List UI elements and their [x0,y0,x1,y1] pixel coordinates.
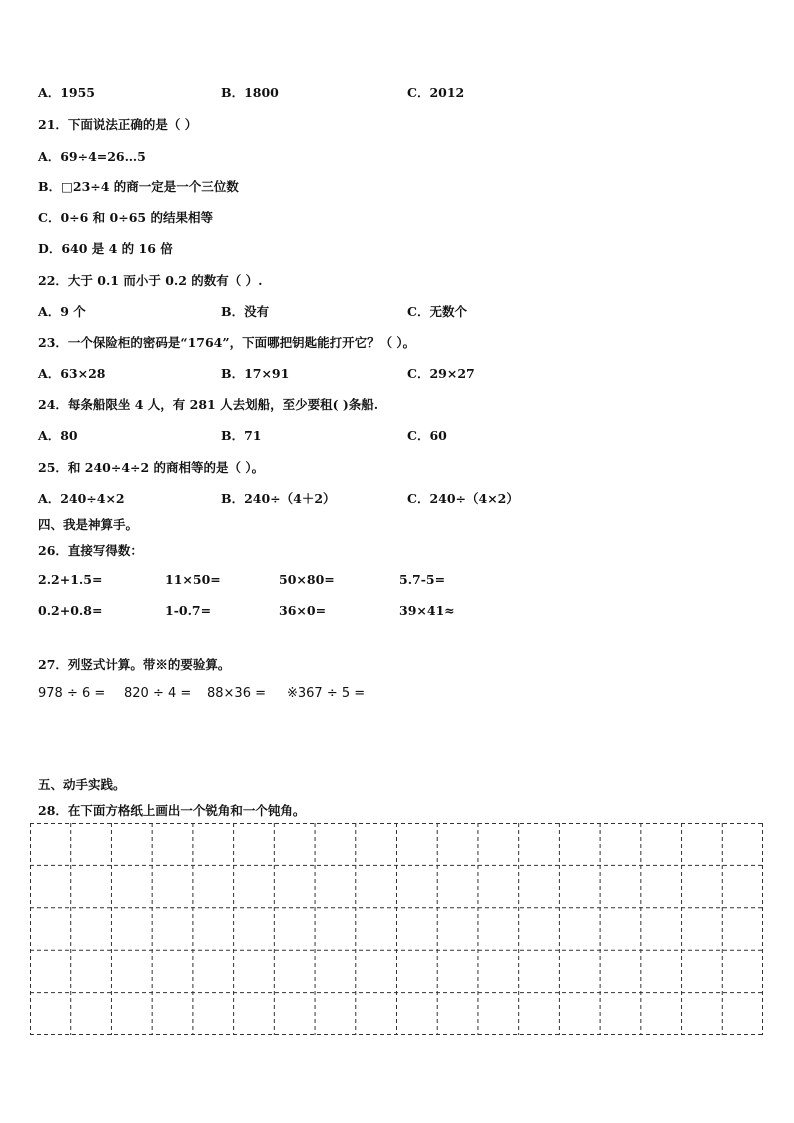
q24-option-b: B．71 [221,428,262,443]
grid-paper [30,823,763,1035]
q24-options [38,426,738,444]
q25-option-c: C．240÷（4×2） [407,491,519,506]
question-27: 27．列竖式计算。带※的要验算。 [38,657,231,672]
q27-item: ※367 ÷ 5 = [287,686,366,701]
option-a: A．1955 [38,85,95,100]
q23-option-b: B．17×91 [221,366,290,381]
section-5-heading: 五、动手实践。 [38,777,126,792]
section-4-heading: 四、我是神算手。 [38,517,139,532]
q25-options [38,489,738,507]
question-21: 21．下面说法正确的是（ ） [38,117,198,132]
question-26: 26．直接写得数： [38,543,143,558]
q26-item: 1-0.7= [165,603,212,618]
option-b: B．1800 [221,85,279,100]
q26-item: 0.2+0.8= [38,603,103,618]
q21-option-b: B．□23÷4 的商一定是一个三位数 [38,179,239,194]
q27-items [38,686,738,706]
q26-item: 39×41≈ [399,603,455,618]
question-24: 24．每条船限坐 4 人，有 281 人去划船，至少要租( )条船. [38,397,379,412]
q25-option-a: A．240÷4×2 [38,491,125,506]
q27-item: 978 ÷ 6 = [38,686,106,701]
q24-option-c: C．60 [407,428,447,443]
q22-option-c: C．无数个 [407,304,467,319]
q26-row-2 [38,603,738,621]
q27-item: 88×36 = [207,686,267,701]
q23-options [38,364,738,382]
q26-item: 2.2+1.5= [38,572,103,587]
q26-item: 11×50= [165,572,221,587]
q26-item: 5.7-5= [399,572,446,587]
question-25: 25．和 240÷4÷2 的商相等的是（ ）。 [38,460,265,475]
q22-option-b: B．没有 [221,304,270,319]
q23-option-c: C．29×27 [407,366,475,381]
q26-item: 50×80= [279,572,335,587]
q21-option-d: D．640 是 4 的 16 倍 [38,241,173,256]
question-28: 28．在下面方格纸上画出一个锐角和一个钝角。 [38,803,306,818]
prev-options [38,83,738,101]
q25-option-b: B．240÷（4＋2） [221,491,336,506]
q22-option-a: A．9 个 [38,304,86,319]
question-23: 23．一个保险柜的密码是“1764”，下面哪把钥匙能打开它？（ ）。 [38,335,416,350]
q22-options [38,302,738,320]
q23-option-a: A．63×28 [38,366,106,381]
option-c: C．2012 [407,85,465,100]
q21-option-c: C．0÷6 和 0÷65 的结果相等 [38,210,213,225]
q26-row-1 [38,572,738,590]
q27-item: 820 ÷ 4 = [124,686,192,701]
q21-option-a: A．69÷4=26…5 [38,149,146,164]
q24-option-a: A．80 [38,428,78,443]
q26-item: 36×0= [279,603,327,618]
question-22: 22．大于 0.1 而小于 0.2 的数有（ ）. [38,273,263,288]
